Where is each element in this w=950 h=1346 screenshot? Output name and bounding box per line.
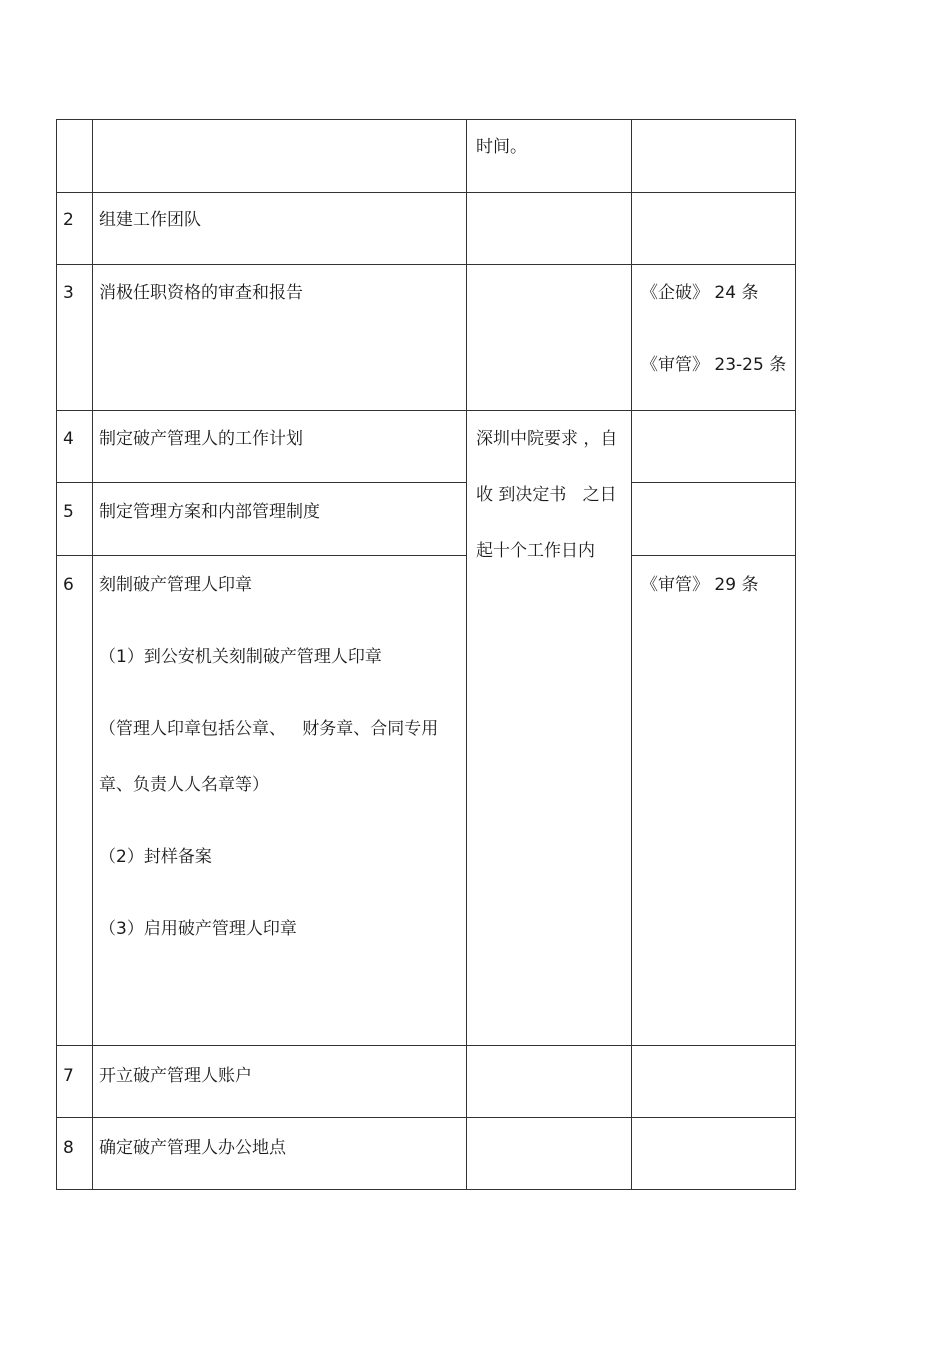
row-divider — [56, 264, 796, 265]
sub-step: （2）封样备案 — [99, 847, 212, 867]
row-number: 8 — [63, 1138, 74, 1158]
row-number: 3 — [63, 283, 74, 303]
row-divider — [56, 192, 796, 193]
row-divider — [56, 1045, 796, 1046]
legal-basis: 《企破》 24 条 — [641, 283, 759, 303]
task-cell: 制定管理方案和内部管理制度 — [99, 502, 320, 522]
sub-step-note: 章、负责人人名章等） — [99, 775, 269, 795]
row-divider — [631, 555, 796, 556]
sub-step: （3）启用破产管理人印章 — [99, 919, 297, 939]
task-cell: 刻制破产管理人印章 — [99, 575, 252, 595]
timing-cell: 时间。 — [476, 137, 527, 157]
row-number: 2 — [63, 210, 74, 230]
row-divider — [56, 555, 467, 556]
row-divider — [56, 1117, 796, 1118]
row-divider — [56, 482, 467, 483]
table-border-left — [56, 119, 57, 1190]
row-number: 6 — [63, 575, 74, 595]
task-cell: 组建工作团队 — [99, 210, 201, 230]
column-divider — [92, 119, 93, 1190]
table-border-right — [795, 119, 796, 1190]
row-divider — [631, 482, 796, 483]
timing-cell: 收 到决定书 之日 — [476, 485, 617, 505]
timing-cell: 起十个工作日内 — [476, 541, 595, 561]
column-divider — [631, 119, 632, 1190]
row-number: 4 — [63, 429, 74, 449]
row-number: 7 — [63, 1066, 74, 1086]
task-cell: 确定破产管理人办公地点 — [99, 1138, 286, 1158]
column-divider — [466, 119, 467, 1190]
table-border-bottom — [56, 1189, 796, 1190]
task-cell: 开立破产管理人账户 — [99, 1066, 252, 1086]
row-number: 5 — [63, 502, 74, 522]
legal-basis: 《审管》 29 条 — [641, 575, 759, 595]
timing-cell: 深圳中院要求 ，自 — [476, 429, 618, 449]
sub-step: （1）到公安机关刻制破产管理人印章 — [99, 647, 382, 667]
table-border-top — [56, 119, 796, 120]
sub-step-note: （管理人印章包括公章、 财务章、合同专用 — [99, 719, 439, 739]
row-divider — [56, 410, 796, 411]
task-cell: 制定破产管理人的工作计划 — [99, 429, 303, 449]
task-cell: 消极任职资格的审查和报告 — [99, 283, 303, 303]
legal-basis: 《审管》 23-25 条 — [641, 355, 787, 375]
